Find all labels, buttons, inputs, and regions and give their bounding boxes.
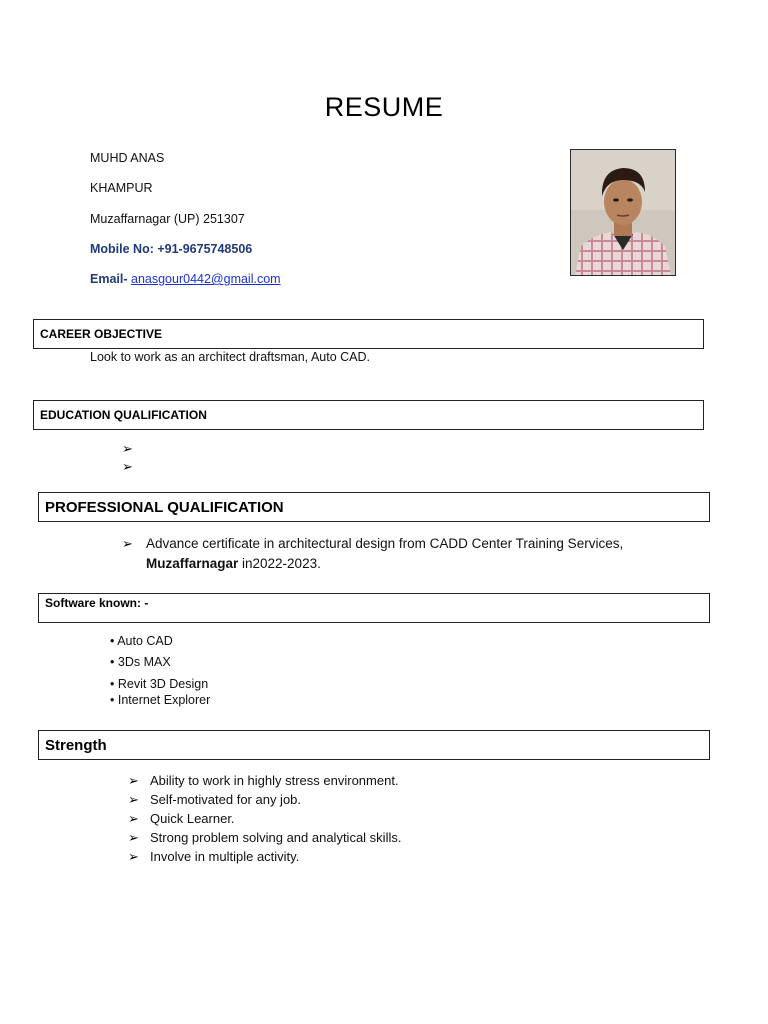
career-objective-heading-text: CAREER OBJECTIVE (40, 327, 163, 341)
arrow-bullet-icon: ➢ (122, 459, 133, 474)
professional-heading (38, 492, 710, 522)
professional-line1: Advance certificate in architectural design from CADD Center Training Services, (146, 536, 624, 551)
software-heading-text: Software known: - (45, 596, 149, 610)
education-heading-text: EDUCATION QUALIFICATION (40, 408, 207, 422)
software-item (110, 655, 171, 669)
arrow-bullet-icon: ➢ (122, 441, 133, 456)
candidate-name: MUHD ANAS (90, 151, 165, 165)
software-item-label: Internet Explorer (117, 693, 211, 707)
candidate-city: Muzaffarnagar (UP) 251307 (90, 212, 245, 226)
bullet-icon: • (110, 677, 115, 691)
professional-place: Muzaffarnagar (146, 556, 239, 571)
strength-item-label: Ability to work in highly stress environment. (150, 773, 399, 788)
software-item-label: Auto CAD (117, 634, 173, 648)
strength-item-label: Quick Learner. (150, 811, 235, 826)
strength-heading (38, 730, 710, 760)
profile-photo-image (571, 150, 675, 275)
software-heading (38, 593, 710, 623)
education-empty-arrow-1 (122, 440, 140, 458)
bullet-icon: • (110, 655, 115, 669)
arrow-bullet-icon: ➢ (128, 792, 139, 807)
strength-list (128, 771, 401, 866)
strength-item (128, 790, 401, 809)
education-empty-arrow-2 (122, 458, 140, 476)
strength-item-label: Strong problem solving and analytical skills. (150, 830, 402, 845)
email-link[interactable]: anasgour0442@gmail.com (131, 272, 281, 286)
career-objective-text: Look to work as an architect draftsman, Auto CAD. (90, 350, 370, 364)
software-item (110, 634, 173, 648)
arrow-bullet-icon: ➢ (128, 830, 139, 845)
software-item (110, 677, 208, 691)
software-item (110, 693, 210, 707)
arrow-bullet-icon: ➢ (128, 773, 139, 788)
email-label: Email- (90, 272, 128, 286)
software-item-label: Revit 3D Design (117, 677, 209, 691)
strength-item-label: Involve in multiple activity. (150, 849, 300, 864)
software-item-label: 3Ds MAX (117, 655, 171, 669)
bullet-icon: • (110, 634, 115, 648)
professional-heading-text: PROFESSIONAL QUALIFICATION (45, 498, 284, 516)
strength-item-label: Self-motivated for any job. (150, 792, 302, 807)
mobile-number: Mobile No: +91-9675748506 (90, 242, 253, 256)
strength-item (128, 809, 401, 828)
arrow-bullet-icon: ➢ (128, 811, 139, 826)
strength-item (128, 771, 401, 790)
resume-title: RESUME (324, 92, 444, 122)
arrow-bullet-icon: ➢ (128, 849, 139, 864)
email-line (90, 272, 281, 286)
bullet-icon: • (110, 693, 115, 707)
career-objective-heading (33, 319, 704, 349)
professional-years: in2022-2023. (238, 556, 321, 571)
strength-heading-text: Strength (45, 736, 107, 754)
professional-item (122, 534, 682, 574)
profile-photo (570, 149, 676, 276)
strength-item (128, 828, 401, 847)
strength-item (128, 847, 401, 866)
arrow-bullet-icon: ➢ (122, 536, 133, 551)
candidate-locality: KHAMPUR (90, 181, 153, 195)
education-heading (33, 400, 704, 430)
